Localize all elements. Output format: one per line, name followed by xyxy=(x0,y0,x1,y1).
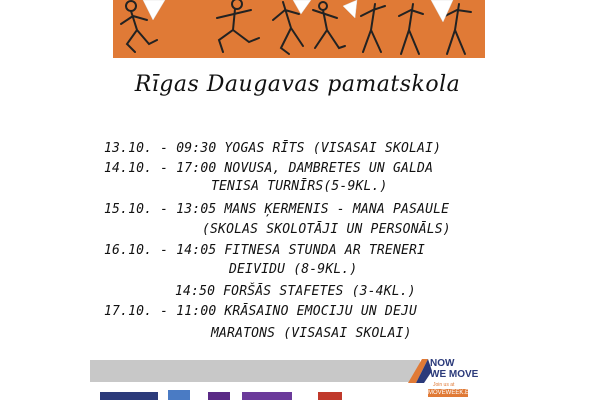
schedule-line: 17.10. - 11:00 KRĀSAINO EMOCIJU UN DEJU xyxy=(104,304,418,319)
campaign-join-text: Join us at xyxy=(433,382,455,388)
schedule-line: (SKOLAS SKOLOTĀJI UN PERSONĀLS) xyxy=(202,222,451,237)
schedule-line: 14.10. - 17:00 NOVUSA, DAMBRETES UN GALDA xyxy=(104,161,434,176)
school-title: Rīgas Daugavas pamatskola xyxy=(134,72,461,97)
schedule-line: MARATONS (VISASAI SKOLAI) xyxy=(211,326,412,341)
campaign-line1: NOW xyxy=(430,358,455,369)
schedule-line: 13.10. - 09:30 YOGAS RĪTS (VISASAI SKOLAI) xyxy=(104,141,442,156)
sponsor-logo-small xyxy=(168,390,190,400)
schedule-line: TENISA TURNĪRS(5-9KL.) xyxy=(211,179,388,194)
header-banner xyxy=(113,0,485,58)
footer-bar xyxy=(90,360,420,382)
campaign-url-tag: MOVEWEEK.EU xyxy=(428,390,474,396)
sponsor-logo-violet xyxy=(242,392,292,400)
schedule-line: 15.10. - 13:05 MANS ĶERMENIS - MANA PASAULE xyxy=(104,202,450,217)
sponsor-logo-isca xyxy=(100,392,158,400)
figures-illustration xyxy=(113,0,485,58)
sponsor-logo-red xyxy=(318,392,342,400)
schedule-line: DEIVIDU (8-9KL.) xyxy=(229,262,358,277)
campaign-line2: WE MOVE xyxy=(430,369,479,380)
sponsor-logo-purple xyxy=(208,392,230,400)
schedule-line: 14:50 FORŠĀS STAFETES (3-4KL.) xyxy=(175,284,416,299)
campaign-logo-text xyxy=(430,358,478,380)
schedule-line: 16.10. - 14:05 FITNESA STUNDA AR TRENERI xyxy=(104,243,426,258)
